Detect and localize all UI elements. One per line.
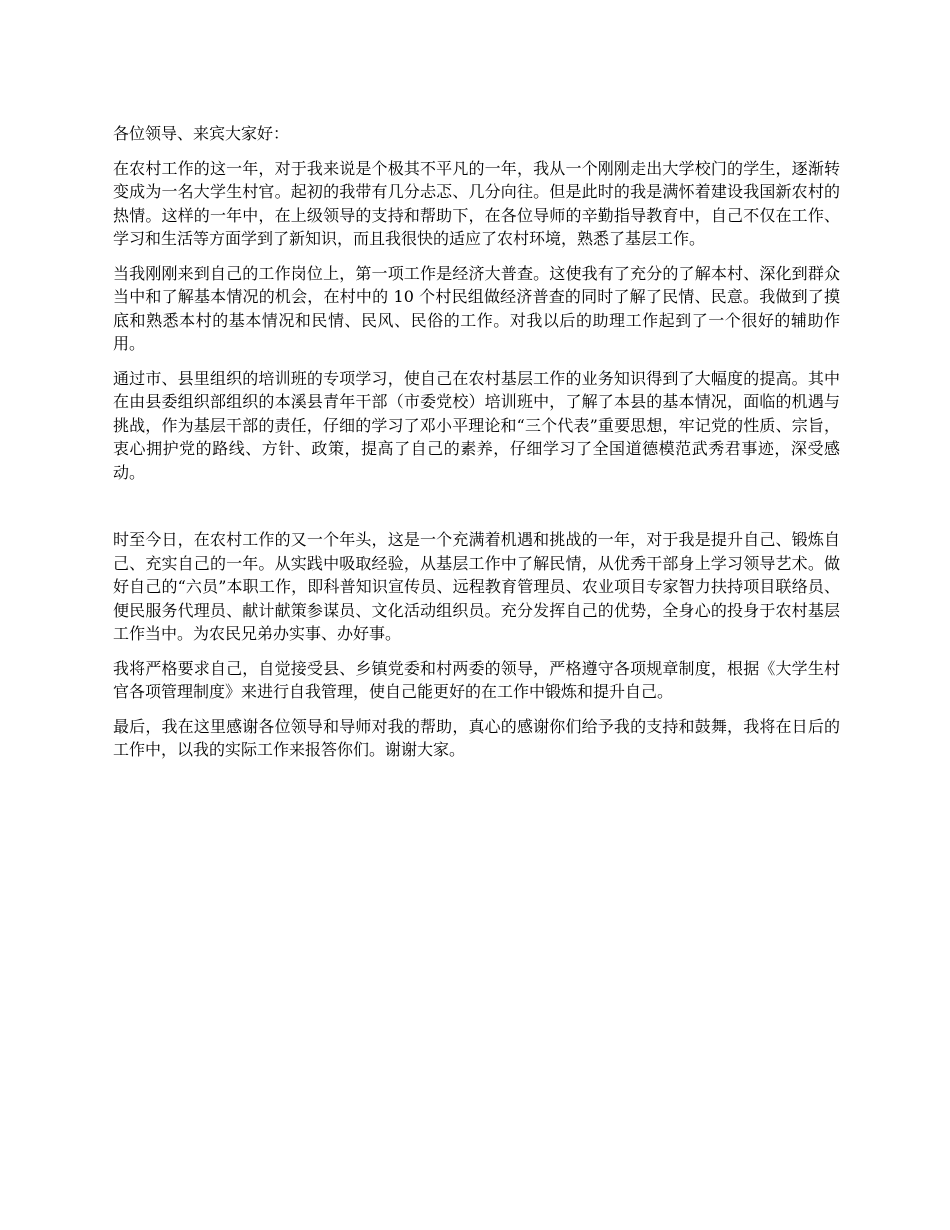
paragraph-3: 通过市、县里组织的培训班的专项学习，使自己在农村基层工作的业务知识得到了大幅度的提高。其中在由县委组织部组织的本溪县青年干部（市委党校）培训班中，了解了本县的基本情况，面临的机遇与挑战，作为基层干部的责任，仔细的学习了邓小平理论和“三个代表”重要思想，牢记党的性质、宗旨，衷心拥护党的路线、方针、政策，提高了自己的素养，仔细学习了全国道德模范武秀君事迹，深受感动。 [113,368,840,482]
paragraph-2: 当我刚刚来到自己的工作岗位上，第一项工作是经济大普查。这使我有了充分的了解本村、深化到群众当中和了解基本情况的机会，在村中的 10 个村民组做经济普查的同时了解了民情、民意。我做到了摸底和熟悉本村的基本情况和民情、民风、民俗的工作。对我以后的助理工作起到了一个很好的辅助作用。 [113,263,840,353]
document-body [113,122,840,773]
paragraph-1: 在农村工作的这一年，对于我来说是个极其不平凡的一年，我从一个刚刚走出大学校门的学生，逐渐转变成为一名大学生村官。起初的我带有几分忐忑、几分向往。但是此时的我是满怀着建设我国新农村的热情。这样的一年中，在上级领导的支持和帮助下，在各位导师的辛勤指导教育中，自己不仅在工作、学习和生活等方面学到了新知识，而且我很快的适应了农村环境，熟悉了基层工作。 [113,158,840,248]
paragraph-5: 我将严格要求自己，自觉接受县、乡镇党委和村两委的领导，严格遵守各项规章制度，根据《大学生村官各项管理制度》来进行自我管理，使自己能更好的在工作中锻炼和提升自己。 [113,658,840,701]
greeting: 各位领导、来宾大家好： [113,124,290,143]
blank-line [113,495,840,528]
paragraph-4: 时至今日，在农村工作的又一个年头，这是一个充满着机遇和挑战的一年，对于我是提升自己、锻炼自己、充实自己的一年。从实践中吸取经验，从基层工作中了解民情，从优秀干部身上学习领导艺术。做好自己的“六员”本职工作，即科普知识宣传员、远程教育管理员、农业项目专家智力扶持项目联络员、便民服务代理员、献计献策参谋员、文化活动组织员。充分发挥自己的优势，全身心的投身于农村基层工作当中。为农民兄弟办实事、办好事。 [113,530,840,643]
paragraph-6: 最后，我在这里感谢各位领导和导师对我的帮助，真心的感谢你们给予我的支持和鼓舞，我将在日后的工作中，以我的实际工作来报答你们。谢谢大家。 [113,716,840,759]
